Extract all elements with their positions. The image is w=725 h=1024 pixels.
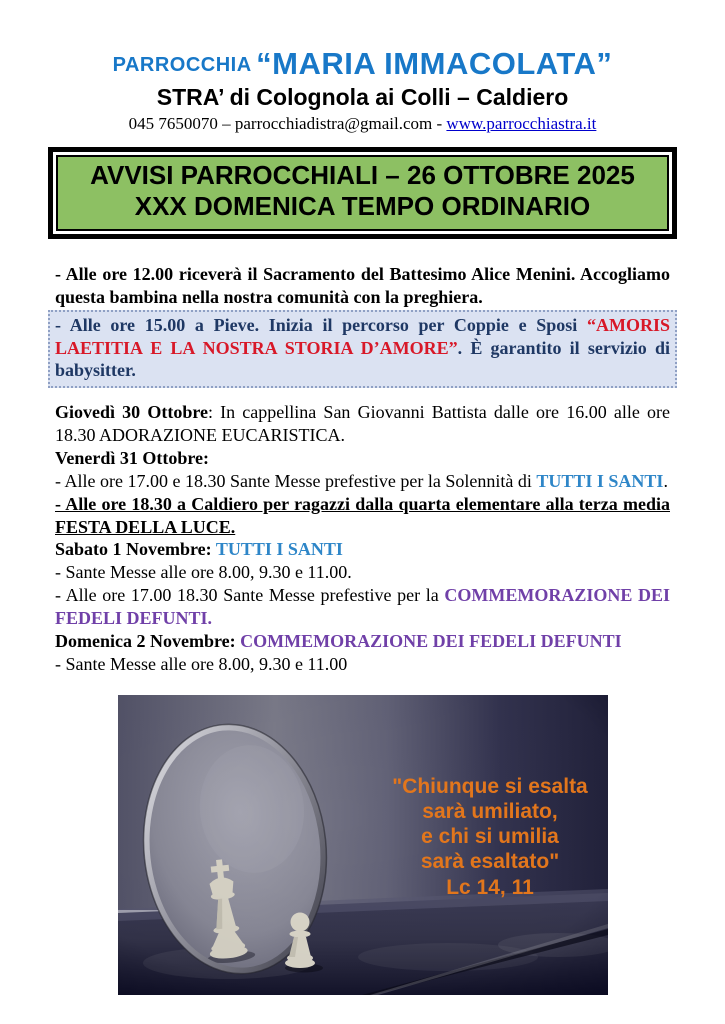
announcement-friday-masses [55, 470, 670, 493]
saturday-prefestive-text: - Alle ore 17.00 18.30 Sante Messe prefestive per la [55, 585, 445, 606]
announcement-thursday [55, 401, 670, 447]
saturday-commemorazione: COMMEMORAZIONE DEI FEDELI DEFUNTI. [55, 585, 670, 629]
website-link[interactable]: www.parrocchiastra.it [446, 113, 597, 133]
parish-prefix: PARROCCHIA [112, 54, 252, 76]
parish-title [0, 48, 725, 81]
announcement-saturday [55, 538, 670, 561]
banner-subtitle-line: XXX DOMENICA TEMPO ORDINARIO [134, 191, 591, 222]
day-label-saturday: Sabato 1 Novembre: [55, 539, 216, 560]
quote-line-4: sarà esaltato" [420, 849, 559, 873]
day-label-sunday: Domenica 2 Novembre: [55, 630, 241, 651]
amoris-title: “AMORIS LAETITIA E LA NOSTRA STORIA D’AMORE” [55, 314, 670, 358]
announcement-saturday-masses: - Sante Messe alle ore 8.00, 9.30 e 11.00. [55, 562, 352, 583]
mirror-chess-photo [118, 695, 608, 995]
contact-phone-email: 045 7650070 – parrocchiadistra@gmail.com - [128, 113, 447, 133]
header [0, 0, 725, 134]
sunday-commemorazione: COMMEMORAZIONE DEI FEDELI DEFUNTI [240, 630, 622, 651]
quote-reference: Lc 14, 11 [445, 875, 534, 899]
quote-line-3: e chi si umilia [420, 824, 559, 848]
amoris-intro: - Alle ore 15.00 a Pieve. Inizia il percorso per Coppie e Sposi [55, 314, 587, 335]
quote-line-2: sarà umiliato, [421, 799, 558, 823]
announcement-baptism: - Alle ore 12.00 riceverà il Sacramento del Battesimo Alice Menini. Accogliamo questa bambina nella nostra comunità con la preghiera. [55, 263, 670, 307]
parish-name: “MARIA IMMACOLATA” [256, 46, 613, 81]
announcement-saturday-prefestive [55, 584, 670, 630]
announcements-banner [48, 147, 677, 239]
thursday-text: : In cappellina San Giovanni Battista dalle ore 16.00 alle ore 18.30 ADORAZIONE EUCARISTICA. [55, 402, 670, 446]
day-label-friday: Venerdì 31 Ottobre: [55, 448, 209, 468]
announcements-section [55, 263, 670, 676]
announcement-sunday-masses: - Sante Messe alle ore 8.00, 9.30 e 11.00 [55, 653, 348, 674]
day-label-thursday: Giovedì 30 Ottobre [55, 402, 208, 423]
friday-masses-period: . [663, 470, 668, 491]
banner-title-line: AVVISI PARROCCHIALI – 26 OTTOBRE 2025 [90, 159, 635, 190]
contact-line [0, 114, 725, 134]
gospel-image [118, 695, 608, 995]
friday-tutti-i-santi: TUTTI I SANTI [536, 470, 664, 491]
saturday-tutti-i-santi: TUTTI I SANTI [215, 539, 343, 560]
parish-location: STRA’ di Colognola ai Colli – Caldiero [156, 83, 569, 110]
announcements-banner-inner [56, 155, 669, 231]
announcement-sunday [55, 630, 670, 653]
friday-masses-text: - Alle ore 17.00 e 18.30 Sante Messe prefestive per la Solennità di [55, 470, 537, 491]
quote-line-1: "Chiunque si esalta [391, 774, 588, 798]
amoris-outro: . È garantito il servizio di babysitter. [55, 337, 670, 381]
announcement-amoris-box [48, 310, 677, 389]
announcement-festa-della-luce: - Alle ore 18.30 a Caldiero per ragazzi dalla quarta elementare alla terza media FESTA DELLA LUCE. [55, 493, 670, 537]
